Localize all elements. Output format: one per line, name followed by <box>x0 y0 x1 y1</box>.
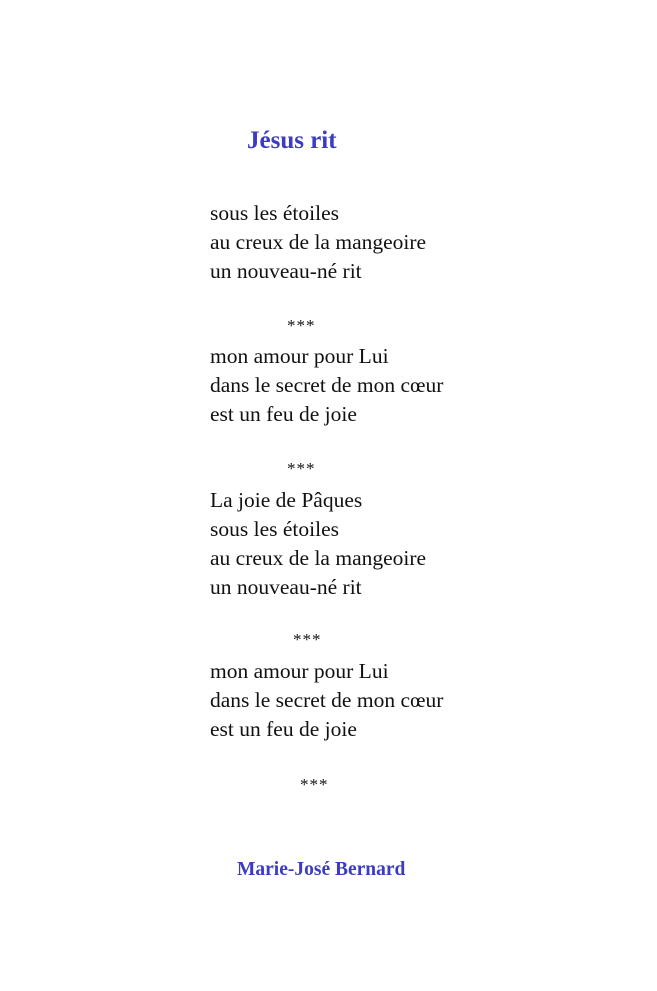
poem-line: un nouveau-né rit <box>210 259 362 283</box>
poem-line: est un feu de joie <box>210 402 357 426</box>
poem-line: un nouveau-né rit <box>210 575 362 599</box>
poem-line: dans le secret de mon cœur <box>210 373 444 397</box>
stanza-1 <box>210 199 426 286</box>
poem-line: au creux de la mangeoire <box>210 546 427 570</box>
poem-line: au creux de la mangeoire <box>210 230 427 254</box>
stanza-separator: *** <box>287 316 316 335</box>
author-signature: Marie-José Bernard <box>237 859 406 880</box>
poem-line: sous les étoiles <box>210 201 339 225</box>
poem-title: Jésus rit <box>247 127 337 154</box>
poem-line: La joie de Pâques <box>210 488 363 512</box>
poem-line: dans le secret de mon cœur <box>210 688 444 712</box>
stanza-2 <box>210 342 443 429</box>
poem-line: mon amour pour Lui <box>210 659 389 683</box>
stanza-separator: *** <box>293 630 322 649</box>
stanza-3 <box>210 486 426 602</box>
poem-line: est un feu de joie <box>210 717 357 741</box>
stanza-separator: *** <box>287 459 316 478</box>
stanza-separator: *** <box>300 775 329 794</box>
stanza-4 <box>210 657 443 744</box>
poem-line: mon amour pour Lui <box>210 344 389 368</box>
poem-line: sous les étoiles <box>210 517 339 541</box>
